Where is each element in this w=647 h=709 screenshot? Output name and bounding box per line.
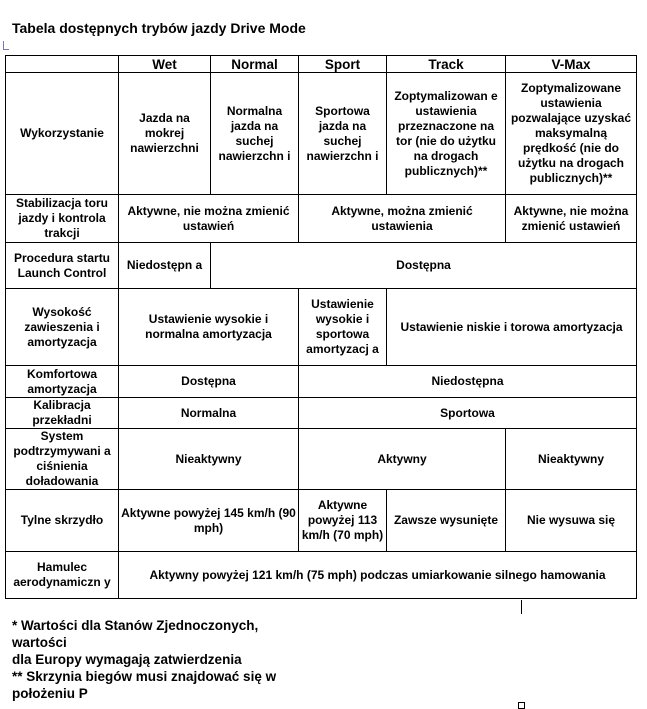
cell-wing-wet-normal: Aktywne powyżej 145 km/h (90 mph): [119, 490, 299, 552]
cell-boost-sport-track: Aktywny: [299, 429, 506, 490]
cell-wing-track: Zawsze wysunięte: [387, 490, 506, 552]
resize-handle[interactable]: [518, 702, 525, 709]
table-row: [6, 195, 637, 243]
cell-usage-sport: Sportowa jazda na suchej nawierzchn i: [299, 73, 387, 195]
row-label-suspension: Wysokość zawieszenia i amortyzacja: [6, 289, 119, 366]
cell-stability-sport-track: Aktywne, można zmienić ustawienia: [299, 195, 506, 243]
cell-comfort-rest: Niedostępna: [299, 366, 637, 398]
cell-gearbox-wet-normal: Normalna: [119, 398, 299, 429]
cell-usage-normal: Normalna jazda na suchej nawierzchn i: [211, 73, 299, 195]
cell-suspension-track-vmax: Ustawienie niskie i torowa amortyzacja: [387, 289, 637, 366]
table-row: [6, 429, 637, 490]
footnote-line: wartości: [12, 635, 67, 650]
table-title: Tabela dostępnych trybów jazdy Drive Mode: [12, 20, 306, 36]
cell-usage-vmax: Zoptymalizowane ustawienia pozwalające uzyskać maksymalną prędkość (nie do użytku na drogach publicznych)**: [506, 73, 637, 195]
row-label-comfort: Komfortowa amortyzacja: [6, 366, 119, 398]
row-label-stability: Stabilizacja toru jazdy i kontrola trakcji: [6, 195, 119, 243]
cell-usage-track: Zoptymalizowan e ustawienia przeznaczone na tor (nie do użytku na drogach publicznych)**: [387, 73, 506, 195]
column-header-vmax: V-Max: [506, 56, 637, 73]
row-label-gearbox: Kalibracja przekładni: [6, 398, 119, 429]
footnote-line: dla Europy wymagają zatwierdzenia: [12, 652, 242, 667]
footnote-line: ** Skrzynia biegów musi znajdować się w: [12, 669, 277, 684]
table-row: [6, 289, 637, 366]
row-label-airbrake: Hamulec aerodynamiczn y: [6, 552, 119, 599]
row-label-usage: Wykorzystanie: [6, 73, 119, 195]
cell-launch-rest: Dostępna: [211, 243, 637, 289]
row-label-boost: System podtrzymywani a ciśnienia doładowania: [6, 429, 119, 490]
cell-wing-vmax: Nie wysuwa się: [506, 490, 637, 552]
corner-mark: [3, 41, 9, 50]
column-header-wet: Wet: [119, 56, 211, 73]
table-row: [6, 366, 637, 398]
table-row: [6, 398, 637, 429]
cell-suspension-wet-normal: Ustawienie wysokie i normalna amortyzacja: [119, 289, 299, 366]
cell-airbrake-all: Aktywny powyżej 121 km/h (75 mph) podczas umiarkowanie silnego hamowania: [119, 552, 637, 599]
table-row: [6, 73, 637, 195]
cell-stability-vmax: Aktywne, nie można zmienić ustawień: [506, 195, 637, 243]
cell-boost-wet-normal: Nieaktywny: [119, 429, 299, 490]
cell-suspension-sport: Ustawienie wysokie i sportowa amortyzacj a: [299, 289, 387, 366]
header-row: [6, 56, 637, 73]
cell-launch-wet: Niedostępn a: [119, 243, 211, 289]
table-row: [6, 552, 637, 599]
column-header-track: Track: [387, 56, 506, 73]
cell-wing-sport: Aktywne powyżej 113 km/h (70 mph): [299, 490, 387, 552]
drive-mode-table: [5, 55, 637, 599]
row-label-wing: Tylne skrzydło: [6, 490, 119, 552]
footnotes: [12, 617, 276, 702]
footnote-line: * Wartości dla Stanów Zjednoczonych,: [12, 618, 259, 633]
cell-boost-vmax: Nieaktywny: [506, 429, 637, 490]
cell-stability-wet-normal: Aktywne, nie można zmienić ustawień: [119, 195, 299, 243]
column-header-normal: Normal: [211, 56, 299, 73]
table-row: [6, 243, 637, 289]
row-label-launch: Procedura startu Launch Control: [6, 243, 119, 289]
cell-comfort-wet-normal: Dostępna: [119, 366, 299, 398]
column-header-sport: Sport: [299, 56, 387, 73]
header-empty: [6, 56, 119, 73]
text-cursor: [521, 600, 522, 614]
footnote-line: położeniu P: [12, 686, 88, 701]
table-row: [6, 490, 637, 552]
cell-gearbox-rest: Sportowa: [299, 398, 637, 429]
cell-usage-wet: Jazda na mokrej nawierzchni: [119, 73, 211, 195]
